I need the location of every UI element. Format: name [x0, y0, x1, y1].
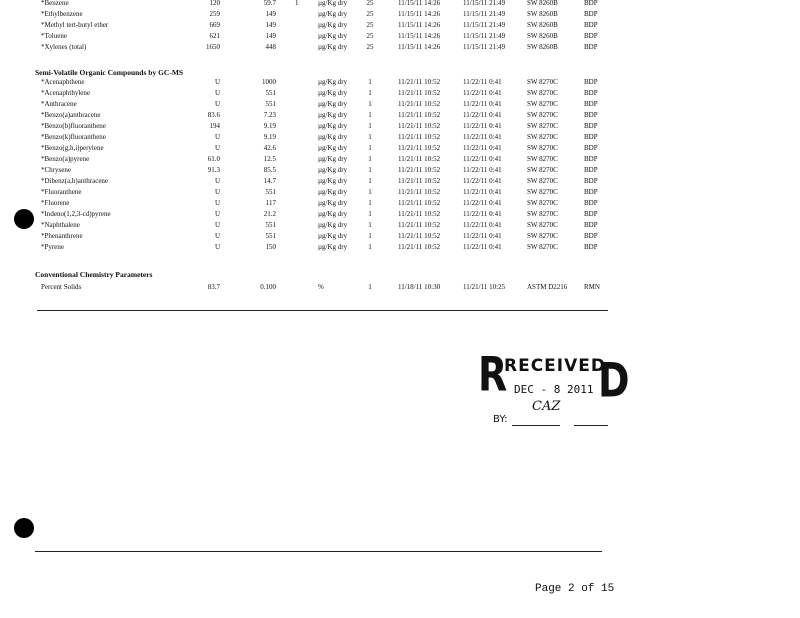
- prepared-date: 11/18/11 10:30: [398, 283, 441, 291]
- analyte-name: *Ethylbenzene: [41, 10, 83, 18]
- stamp-date: DEC - 8 2011: [514, 383, 594, 396]
- mrl-value: 551: [265, 232, 276, 240]
- method: SW 8260B: [527, 21, 558, 29]
- table-row: [0, 187, 800, 198]
- mrl-value: 14.7: [263, 177, 276, 185]
- method: SW 8270C: [527, 111, 558, 119]
- table-row: [0, 176, 800, 187]
- table-row: [0, 121, 800, 132]
- dilution-factor: 1: [368, 89, 372, 97]
- analyzed-date: 11/22/11 0:41: [463, 89, 502, 97]
- units: µg/Kg dry: [318, 43, 348, 51]
- analyst: BDP: [584, 0, 598, 7]
- analyte-name: *Phenanthrene: [41, 232, 83, 240]
- analyst: RMN: [584, 283, 600, 291]
- stamp-by-line: [512, 425, 560, 426]
- method: SW 8270C: [527, 155, 558, 163]
- analyst: BDP: [584, 221, 598, 229]
- analyzed-date: 11/15/11 21:49: [463, 0, 506, 7]
- analyzed-date: 11/22/11 0:41: [463, 232, 502, 240]
- result-value: U: [214, 144, 220, 152]
- dilution-factor: 1: [368, 243, 372, 251]
- result-value: U: [214, 78, 220, 86]
- received-stamp: [478, 346, 630, 432]
- analyzed-date: 11/15/11 21:49: [463, 21, 506, 29]
- units: µg/Kg dry: [318, 10, 348, 18]
- units: µg/Kg dry: [318, 166, 348, 174]
- result-value: U: [214, 188, 220, 196]
- table-row: [0, 231, 800, 242]
- analyst: BDP: [584, 188, 598, 196]
- dilution-factor: 1: [368, 111, 372, 119]
- mrl-value: 85.5: [263, 166, 276, 174]
- table-row: [0, 220, 800, 231]
- result-value: U: [214, 199, 220, 207]
- analyte-name: *Methyl tert-butyl ether: [41, 21, 109, 29]
- prepared-date: 11/21/11 10:52: [398, 133, 441, 141]
- dilution-flag: 1: [295, 0, 299, 7]
- stamp-letter-d: D: [598, 352, 630, 408]
- prepared-date: 11/21/11 10:52: [398, 122, 441, 130]
- analyte-name: Percent Solids: [41, 283, 82, 291]
- mrl-value: 448: [265, 43, 276, 51]
- units: µg/Kg dry: [318, 78, 348, 86]
- dilution-factor: 1: [368, 166, 372, 174]
- analyzed-date: 11/22/11 0:41: [463, 166, 502, 174]
- units: µg/Kg dry: [318, 199, 348, 207]
- analyzed-date: 11/22/11 0:41: [463, 144, 502, 152]
- method: SW 8270C: [527, 199, 558, 207]
- prepared-date: 11/15/11 14:26: [398, 0, 441, 7]
- punch-hole: [14, 518, 34, 538]
- analyzed-date: 11/22/11 0:41: [463, 188, 502, 196]
- prepared-date: 11/21/11 10:52: [398, 210, 441, 218]
- dilution-factor: 1: [368, 78, 372, 86]
- prepared-date: 11/21/11 10:52: [398, 177, 441, 185]
- dilution-factor: 1: [368, 210, 372, 218]
- analyzed-date: 11/15/11 21:49: [463, 32, 506, 40]
- analyte-name: *Benzo(k)fluoranthene: [41, 133, 106, 141]
- units: µg/Kg dry: [318, 32, 348, 40]
- analyte-name: *Indeno(1,2,3-cd)pyrene: [41, 210, 111, 218]
- dilution-factor: 25: [366, 32, 374, 40]
- method: SW 8270C: [527, 177, 558, 185]
- method: SW 8270C: [527, 166, 558, 174]
- prepared-date: 11/21/11 10:52: [398, 100, 441, 108]
- units: µg/Kg dry: [318, 210, 348, 218]
- table-row: [0, 31, 800, 42]
- table-bottom-rule: [37, 310, 608, 311]
- prepared-date: 11/21/11 10:52: [398, 221, 441, 229]
- method: SW 8270C: [527, 232, 558, 240]
- prepared-date: 11/15/11 14:26: [398, 43, 441, 51]
- prepared-date: 11/21/11 10:52: [398, 166, 441, 174]
- units: µg/Kg dry: [318, 232, 348, 240]
- prepared-date: 11/15/11 14:26: [398, 32, 441, 40]
- analyst: BDP: [584, 210, 598, 218]
- analyzed-date: 11/22/11 0:41: [463, 210, 502, 218]
- table-row: [0, 282, 800, 293]
- table-row: [0, 132, 800, 143]
- analyst: BDP: [584, 243, 598, 251]
- analyte-name: *Chrysene: [41, 166, 71, 174]
- method: SW 8270C: [527, 89, 558, 97]
- prepared-date: 11/21/11 10:52: [398, 155, 441, 163]
- units: µg/Kg dry: [318, 21, 348, 29]
- stamp-initials: CAZ: [532, 399, 561, 414]
- analyst: BDP: [584, 144, 598, 152]
- units: µg/Kg dry: [318, 122, 348, 130]
- table-row: [0, 42, 800, 53]
- dilution-factor: 25: [366, 0, 374, 7]
- prepared-date: 11/21/11 10:52: [398, 89, 441, 97]
- method: SW 8270C: [527, 78, 558, 86]
- dilution-factor: 1: [368, 100, 372, 108]
- analyte-name: *Acenaphthylene: [41, 89, 90, 97]
- dilution-factor: 1: [368, 133, 372, 141]
- stamp-by-label: BY:: [493, 414, 508, 425]
- dilution-factor: 1: [368, 188, 372, 196]
- method: SW 8260B: [527, 43, 558, 51]
- mrl-value: 150: [265, 243, 276, 251]
- mrl-value: 117: [265, 199, 276, 207]
- analyte-name: *Benzo(a)pyrene: [41, 155, 90, 163]
- result-value: 621: [209, 32, 220, 40]
- table-row: [0, 110, 800, 121]
- method: SW 8270C: [527, 243, 558, 251]
- mrl-value: 7.23: [263, 111, 276, 119]
- method: SW 8270C: [527, 144, 558, 152]
- mrl-value: 551: [265, 89, 276, 97]
- table-row: [0, 0, 800, 9]
- units: µg/Kg dry: [318, 144, 348, 152]
- result-value: 83.7: [207, 283, 220, 291]
- analyst: BDP: [584, 10, 598, 18]
- analyzed-date: 11/22/11 0:41: [463, 243, 502, 251]
- dilution-factor: 1: [368, 177, 372, 185]
- mrl-value: 9.19: [263, 133, 276, 141]
- method: SW 8270C: [527, 133, 558, 141]
- analyzed-date: 11/22/11 0:41: [463, 78, 502, 86]
- table-row: [0, 209, 800, 220]
- result-value: U: [214, 177, 220, 185]
- stamp-word: RECEIVED: [504, 356, 606, 376]
- mrl-value: 551: [265, 221, 276, 229]
- analyst: BDP: [584, 122, 598, 130]
- table-row: [0, 9, 800, 20]
- analyte-name: *Acenaphthene: [41, 78, 85, 86]
- result-value: U: [214, 221, 220, 229]
- method: SW 8260B: [527, 10, 558, 18]
- dilution-factor: 25: [366, 21, 374, 29]
- analyzed-date: 11/21/11 10:25: [463, 283, 506, 291]
- analyte-name: *Fluorene: [41, 199, 70, 207]
- analyte-name: *Benzene: [41, 0, 69, 7]
- result-value: U: [214, 243, 220, 251]
- analyzed-date: 11/22/11 0:41: [463, 111, 502, 119]
- prepared-date: 11/21/11 10:52: [398, 243, 441, 251]
- units: %: [318, 283, 324, 291]
- result-value: U: [214, 133, 220, 141]
- analyzed-date: 11/15/11 21:49: [463, 43, 506, 51]
- analyzed-date: 11/22/11 0:41: [463, 155, 502, 163]
- analyst: BDP: [584, 89, 598, 97]
- footer-rule: [35, 551, 602, 552]
- method: SW 8260B: [527, 0, 558, 7]
- result-value: 259: [209, 10, 220, 18]
- dilution-factor: 25: [366, 10, 374, 18]
- mrl-value: 42.6: [263, 144, 276, 152]
- analyzed-date: 11/22/11 0:41: [463, 177, 502, 185]
- units: µg/Kg dry: [318, 177, 348, 185]
- method: ASTM D2216: [527, 283, 568, 291]
- analyte-name: *Benzo(b)fluoranthene: [41, 122, 106, 130]
- units: µg/Kg dry: [318, 89, 348, 97]
- analyst: BDP: [584, 21, 598, 29]
- method: SW 8270C: [527, 221, 558, 229]
- analyte-name: *Toluene: [41, 32, 67, 40]
- analyte-name: *Xylenes (total): [41, 43, 87, 51]
- result-value: 669: [209, 21, 220, 29]
- prepared-date: 11/15/11 14:26: [398, 21, 441, 29]
- table-row: [0, 242, 800, 253]
- dilution-factor: 25: [366, 43, 374, 51]
- units: µg/Kg dry: [318, 155, 348, 163]
- table-row: [0, 99, 800, 110]
- analyzed-date: 11/22/11 0:41: [463, 221, 502, 229]
- mrl-value: 551: [265, 100, 276, 108]
- dilution-factor: 1: [368, 221, 372, 229]
- method: SW 8270C: [527, 188, 558, 196]
- analyst: BDP: [584, 32, 598, 40]
- units: µg/Kg dry: [318, 243, 348, 251]
- units: µg/Kg dry: [318, 221, 348, 229]
- svoc-section-title: Semi-Volatile Organic Compounds by GC-MS: [35, 68, 184, 77]
- prepared-date: 11/21/11 10:52: [398, 232, 441, 240]
- mrl-value: 149: [265, 32, 276, 40]
- units: µg/Kg dry: [318, 133, 348, 141]
- prepared-date: 11/21/11 10:52: [398, 188, 441, 196]
- mrl-value: 149: [265, 21, 276, 29]
- prepared-date: 11/21/11 10:52: [398, 199, 441, 207]
- analyte-name: *Pyrene: [41, 243, 64, 251]
- result-value: U: [214, 210, 220, 218]
- result-value: 83.6: [207, 111, 220, 119]
- mrl-value: 0.100: [260, 283, 276, 291]
- units: µg/Kg dry: [318, 111, 348, 119]
- result-value: U: [214, 232, 220, 240]
- units: µg/Kg dry: [318, 100, 348, 108]
- analyzed-date: 11/22/11 0:41: [463, 133, 502, 141]
- table-row: [0, 198, 800, 209]
- analyst: BDP: [584, 199, 598, 207]
- conventional-section-title: Conventional Chemistry Parameters: [35, 270, 153, 279]
- result-value: 61.0: [207, 155, 220, 163]
- analyst: BDP: [584, 78, 598, 86]
- analyst: BDP: [584, 232, 598, 240]
- prepared-date: 11/21/11 10:52: [398, 144, 441, 152]
- analyst: BDP: [584, 133, 598, 141]
- mrl-value: 9.19: [263, 122, 276, 130]
- result-value: 194: [209, 122, 220, 130]
- prepared-date: 11/21/11 10:52: [398, 78, 441, 86]
- table-row: [0, 88, 800, 99]
- units: µg/Kg dry: [318, 0, 348, 7]
- dilution-factor: 1: [368, 144, 372, 152]
- result-value: 91.3: [207, 166, 220, 174]
- mrl-value: 551: [265, 188, 276, 196]
- table-row: [0, 154, 800, 165]
- method: SW 8270C: [527, 100, 558, 108]
- analyst: BDP: [584, 155, 598, 163]
- result-value: 120: [209, 0, 220, 7]
- analyst: BDP: [584, 166, 598, 174]
- analyst: BDP: [584, 111, 598, 119]
- dilution-factor: 1: [368, 232, 372, 240]
- dilution-factor: 1: [368, 199, 372, 207]
- method: SW 8270C: [527, 210, 558, 218]
- result-value: U: [214, 100, 220, 108]
- analyte-name: *Fluoranthene: [41, 188, 82, 196]
- analyte-name: *Anthracene: [41, 100, 77, 108]
- analyzed-date: 11/22/11 0:41: [463, 100, 502, 108]
- stamp-by-line-2: [574, 425, 608, 426]
- analyte-name: *Naphthalene: [41, 221, 80, 229]
- mrl-value: 149: [265, 10, 276, 18]
- analyst: BDP: [584, 100, 598, 108]
- table-row: [0, 20, 800, 31]
- table-row: [0, 143, 800, 154]
- stamp-letter-r: R: [478, 346, 508, 402]
- table-row: [0, 165, 800, 176]
- analyzed-date: 11/22/11 0:41: [463, 122, 502, 130]
- punch-hole: [14, 209, 34, 229]
- analyst: BDP: [584, 177, 598, 185]
- result-value: 1650: [206, 43, 220, 51]
- analyzed-date: 11/22/11 0:41: [463, 199, 502, 207]
- units: µg/Kg dry: [318, 188, 348, 196]
- dilution-factor: 1: [368, 283, 372, 291]
- analyst: BDP: [584, 43, 598, 51]
- analyte-name: *Dibenz(a,h)anthracene: [41, 177, 109, 185]
- page-number: Page 2 of 15: [535, 583, 615, 595]
- analyzed-date: 11/15/11 21:49: [463, 10, 506, 18]
- dilution-factor: 1: [368, 155, 372, 163]
- analyte-name: *Benzo(g,h,i)perylene: [41, 144, 104, 152]
- analyte-name: *Benzo(a)anthracene: [41, 111, 101, 119]
- prepared-date: 11/21/11 10:52: [398, 111, 441, 119]
- mrl-value: 1000: [262, 78, 276, 86]
- prepared-date: 11/15/11 14:26: [398, 10, 441, 18]
- result-value: U: [214, 89, 220, 97]
- mrl-value: 21.2: [263, 210, 276, 218]
- table-row: [0, 77, 800, 88]
- method: SW 8270C: [527, 122, 558, 130]
- dilution-factor: 1: [368, 122, 372, 130]
- mrl-value: 59.7: [263, 0, 276, 7]
- method: SW 8260B: [527, 32, 558, 40]
- mrl-value: 12.5: [263, 155, 276, 163]
